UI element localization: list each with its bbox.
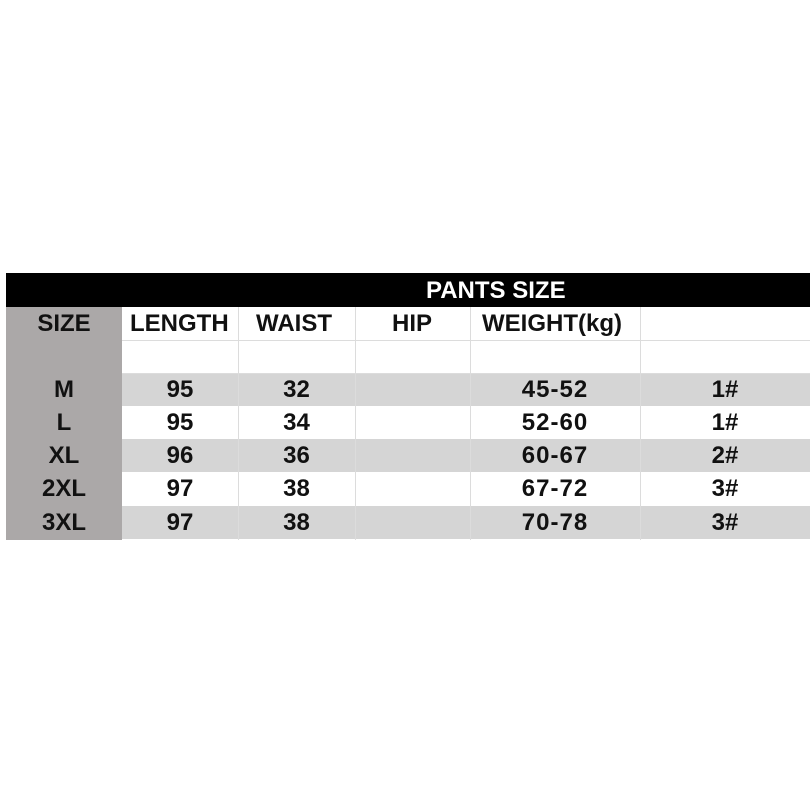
cell-size: 3XL: [41, 509, 86, 536]
header-size: SIZE: [37, 310, 91, 337]
divider: [238, 307, 239, 540]
cell-length: 95: [166, 409, 194, 436]
divider: [122, 340, 810, 341]
cell-weight: 45-52: [521, 376, 589, 403]
header-code: [640, 307, 810, 340]
cell-code: 2#: [711, 442, 739, 469]
table-row: [6, 472, 810, 505]
header-hip: HIP: [392, 310, 433, 337]
cell-hip: [355, 506, 470, 539]
divider: [640, 307, 641, 540]
cell-size: M: [54, 376, 74, 403]
cell-weight: 60-67: [521, 442, 589, 469]
divider: [122, 373, 810, 374]
cell-size: XL: [48, 442, 80, 469]
title-bar: [6, 273, 810, 307]
cell-size: 2XL: [41, 475, 86, 502]
cell-length: 97: [166, 475, 194, 502]
table-row: [6, 439, 810, 472]
divider: [470, 307, 471, 540]
cell-hip: [355, 373, 470, 406]
cell-waist: 34: [283, 409, 310, 436]
cell-size: L: [56, 409, 72, 436]
cell-code: 1#: [711, 376, 739, 403]
cell-length: 97: [166, 509, 194, 536]
cell-waist: 32: [283, 376, 310, 403]
cell-waist: 38: [283, 509, 310, 536]
cell-hip: [355, 472, 470, 505]
divider: [355, 307, 356, 540]
header-length: LENGTH: [130, 310, 229, 337]
header-weight: WEIGHT(kg): [482, 310, 622, 337]
table-row: [6, 406, 810, 439]
table-row: [6, 506, 810, 539]
cell-waist: 38: [283, 475, 310, 502]
cell-code: 3#: [711, 475, 739, 502]
cell-code: 3#: [711, 509, 739, 536]
cell-length: 95: [166, 376, 194, 403]
cell-weight: 70-78: [521, 509, 589, 536]
header-row: [6, 307, 810, 340]
header-waist: WAIST: [256, 310, 332, 337]
cell-code: 1#: [711, 409, 739, 436]
cell-hip: [355, 439, 470, 472]
cell-weight: 67-72: [521, 475, 589, 502]
cell-weight: 52-60: [521, 409, 589, 436]
table-row: [6, 373, 810, 406]
cell-waist: 36: [283, 442, 310, 469]
table-title: PANTS SIZE: [426, 277, 566, 304]
cell-hip: [355, 406, 470, 439]
cell-length: 96: [166, 442, 194, 469]
